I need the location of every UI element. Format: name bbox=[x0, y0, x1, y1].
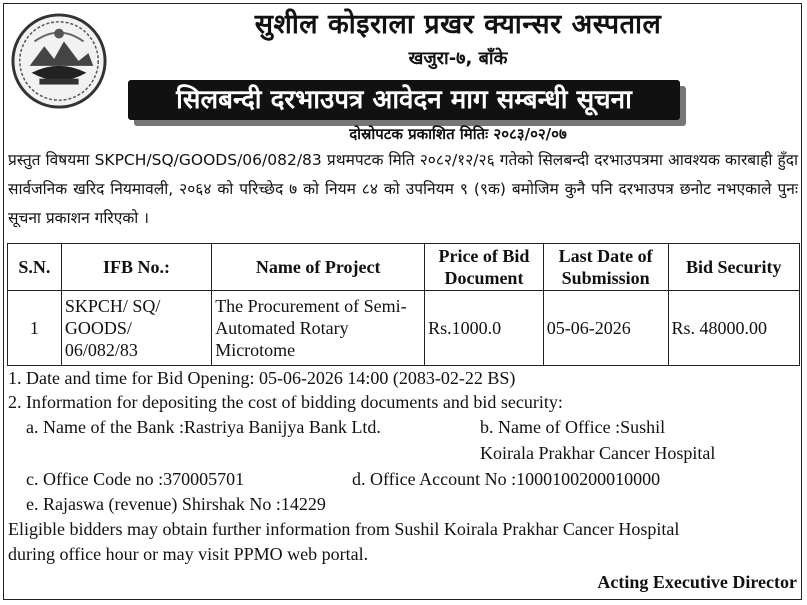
cell-bid-security: Rs. 48000.00 bbox=[668, 291, 799, 366]
note-bank-name: a. Name of the Bank :Rastriya Banijya Bank Ltd. bbox=[26, 417, 381, 437]
hospital-address: खजुरा-७, बाँके bbox=[408, 48, 508, 69]
header-bid-security: Bid Security bbox=[668, 244, 799, 291]
hospital-name: सुशील कोइराला प्रखर क्यान्सर अस्पताल bbox=[254, 9, 662, 40]
cell-price: Rs.1000.0 bbox=[425, 291, 544, 366]
note-office-name: b. Name of Office :Sushil bbox=[480, 417, 666, 437]
note-office-account: d. Office Account No :1000100200010000 bbox=[352, 469, 661, 489]
cell-sn: 1 bbox=[8, 291, 62, 366]
publication-date: दोस्रोपटक प्रकाशित मितिः २०८३/०२/०७ bbox=[349, 125, 567, 143]
cell-project-name: The Procurement of Semi-Automated Rotary Microtome bbox=[212, 291, 425, 366]
header-project-name: Name of Project bbox=[212, 244, 425, 291]
nepal-government-emblem-icon bbox=[10, 12, 108, 110]
header-last-date: Last Date of Submission bbox=[543, 244, 668, 291]
note-office-name-cont: Koirala Prakhar Cancer Hospital bbox=[480, 443, 716, 463]
note-eligibility-cont: during office hour or may visit PPMO web portal. bbox=[8, 544, 369, 564]
header-sn: S.N. bbox=[8, 244, 62, 291]
intro-paragraph: प्रस्तुत विषयमा SKPCH/SQ/GOODS/06/082/83 प्रथमपटक मिति २०८२/१२/२६ गतेको सिलबन्दी दरभाउपत्रमा आवश्यक कारबाही हुँदा सार्वजनिक खरिद नियमावली, २०६४ को परिच्छेद ७ को नियम ८४ को उपनियम ९ (९क) बमोजिम कुनै पनि दरभाउपत्र छनोट नभएकाले पुनः सूचना प्रकाशन गरिएको । bbox=[8, 151, 798, 227]
note-deposit-info: 2. Information for depositing the cost of bidding documents and bid security: bbox=[8, 392, 563, 412]
header-price: Price of Bid Document bbox=[425, 244, 544, 291]
notice-banner-title: सिलबन्दी दरभाउपत्र आवेदन माग सम्बन्धी सूचना bbox=[128, 80, 680, 120]
signature-title: Acting Executive Director bbox=[597, 572, 797, 592]
note-office-code: c. Office Code no :370005701 bbox=[26, 469, 245, 489]
table-header-row bbox=[8, 244, 800, 291]
cell-last-date: 05-06-2026 bbox=[543, 291, 668, 366]
table-row bbox=[8, 291, 800, 366]
bid-table bbox=[7, 243, 800, 366]
header-ifb: IFB No.: bbox=[61, 244, 211, 291]
note-eligibility: Eligible bidders may obtain further information from Sushil Koirala Prakhar Cancer Hospital bbox=[8, 519, 680, 539]
note-revenue-head: e. Rajaswa (revenue) Shirshak No :14229 bbox=[26, 494, 326, 514]
cell-ifb: SKPCH/ SQ/ GOODS/ 06/082/83 bbox=[61, 291, 211, 366]
note-bid-opening: 1. Date and time for Bid Opening: 05-06-2026 14:00 (2083-02-22 BS) bbox=[8, 368, 516, 388]
